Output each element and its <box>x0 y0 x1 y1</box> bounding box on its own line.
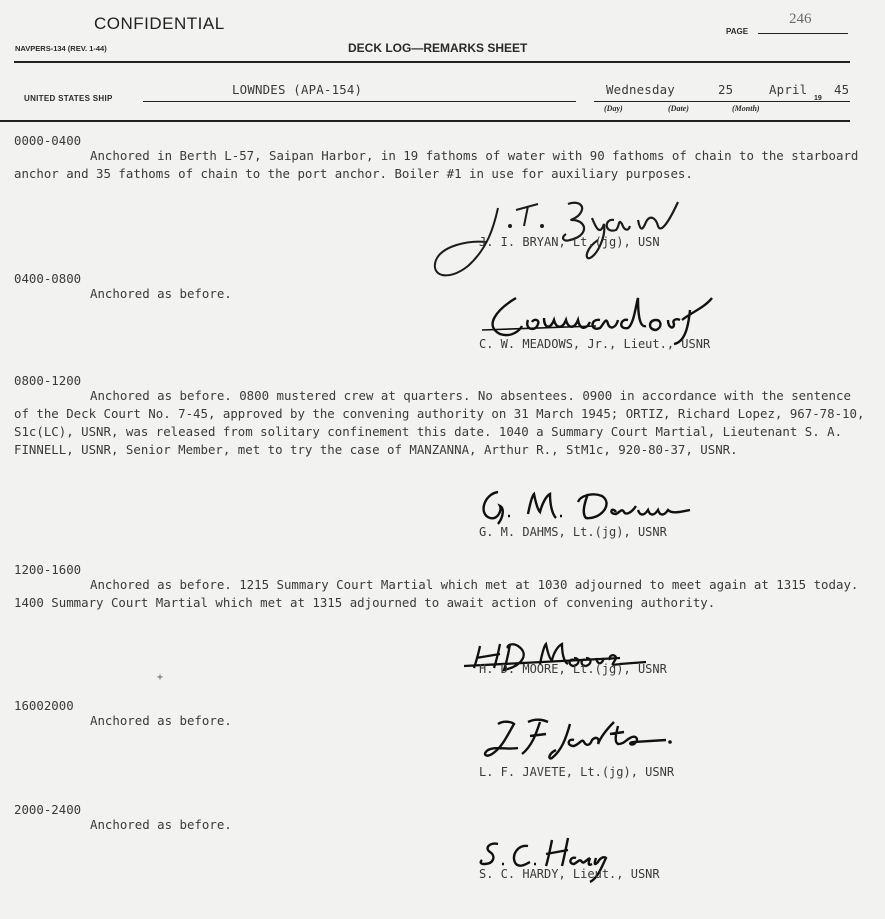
officer-signature-block: C. W. MEADOWS, Jr., Lieut., USNR <box>479 337 711 351</box>
header-bottom-rule <box>0 120 850 122</box>
remarks-body: Anchored in Berth L-57, Saipan Harbor, in 19 fathoms of water with 90 fathoms of chain to the starboard anchor and 35 fathoms of chain to the port anchor. Boiler #1 in use for auxiliary purposes. <box>14 148 859 181</box>
log-year: 45 <box>834 82 850 97</box>
page-number: 246 <box>789 11 812 27</box>
year-prefix: 19 <box>814 95 822 102</box>
remarks-text <box>14 816 866 834</box>
watch-time: 0400-0800 <box>14 271 82 286</box>
remarks-text <box>14 387 866 459</box>
remarks-body: Anchored as before. <box>90 286 232 301</box>
watch-time: 0000-0400 <box>14 133 82 148</box>
header-top-rule <box>14 61 850 63</box>
officer-signature-block: S. C. HARDY, Lieut., USNR <box>479 867 660 881</box>
remarks-body: Anchored as before. <box>90 817 232 832</box>
watch-time: 16002000 <box>14 698 74 713</box>
remarks-text <box>14 576 866 612</box>
remarks-body: Anchored as before. 1215 Summary Court Martial which met at 1030 adjourned to meet again at 1315 today. 1400 Summary Court Martial which met at 1315 adjourned to await action of convening authority. <box>14 577 859 610</box>
officer-signature-block: G. M. DAHMS, Lt.(jg), USNR <box>479 525 667 539</box>
officer-signature-block: L. F. JAVETE, Lt.(jg), USNR <box>479 765 675 779</box>
month-caption: (Month) <box>732 104 760 113</box>
ship-name: LOWNDES (APA-154) <box>232 82 363 97</box>
classification-heading: CONFIDENTIAL <box>94 14 225 33</box>
day-caption: (Day) <box>604 104 623 113</box>
remarks-text <box>14 712 866 730</box>
watch-time: 0800-1200 <box>14 373 82 388</box>
page-number-line <box>758 33 848 34</box>
form-number: NAVPERS-134 (REV. 1-44) <box>15 44 107 53</box>
officer-signature-block: H. D. MOORE, Lt.(jg), USNR <box>479 662 667 676</box>
officer-signature-block: J. I. BRYAN, Lt.(jg), USN <box>479 235 660 249</box>
log-month: April <box>769 82 808 97</box>
remarks-body: Anchored as before. <box>90 713 232 728</box>
date-caption: (Date) <box>668 104 689 113</box>
remarks-text <box>14 285 866 303</box>
sheet-title: DECK LOG—REMARKS SHEET <box>348 41 528 55</box>
signature-javete <box>478 714 688 768</box>
remarks-body: Anchored as before. 0800 mustered crew at quarters. No absentees. 0900 in accordance with the sentence of the Deck Court No. 7-45, approved by the convening authority on 31 March 1945; ORTIZ, Richard Lopez, 967-78-10, S1c(LC), USNR, was released from solitary confinement this date. 1040 a Summary Court Martial, Lieutenant S. A. FINNELL, USNR, Senior Member, met to try the case of MANZANNA, Arthur R., StM1c, 920-80-37, USNR. <box>14 388 865 457</box>
log-day: Wednesday <box>606 82 675 97</box>
log-date: 25 <box>718 82 734 97</box>
watch-time: 2000-2400 <box>14 802 82 817</box>
ship-name-line <box>143 101 576 102</box>
stray-mark: + <box>157 672 164 683</box>
remarks-text <box>14 147 866 183</box>
date-line <box>594 101 850 102</box>
ship-label: UNITED STATES SHIP <box>24 94 113 103</box>
page-label: PAGE <box>726 27 749 36</box>
watch-time: 1200-1600 <box>14 562 82 577</box>
